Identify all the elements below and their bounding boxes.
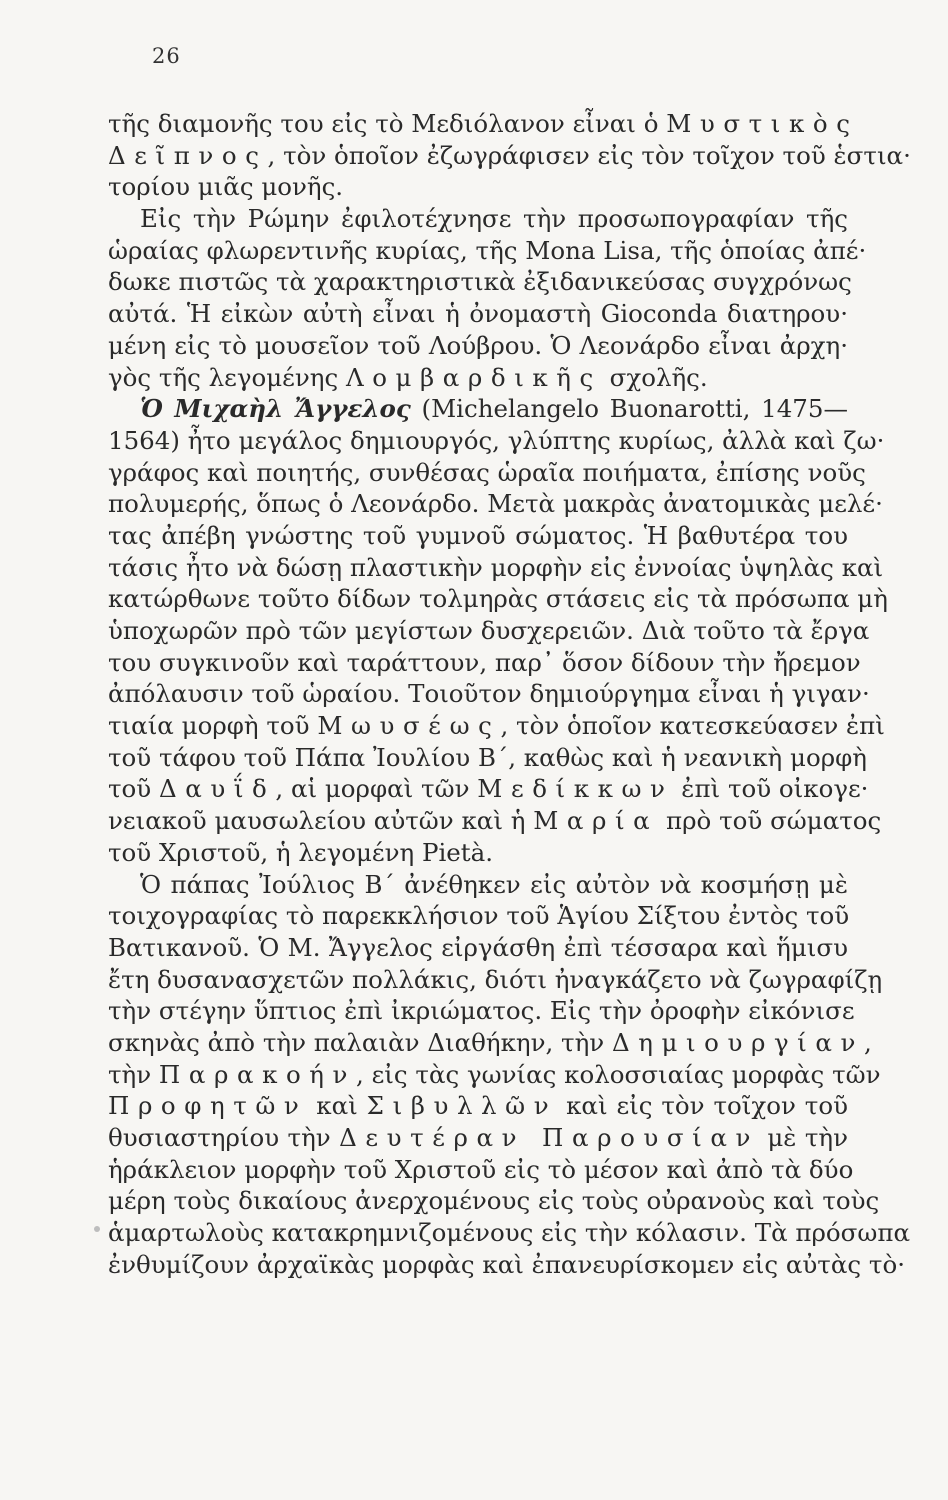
emphasized-name: Δευτέραν Παρουσίαν [339, 1123, 759, 1152]
text-run: ἔτη δυσανασχετῶν πολλάκις, διότι ἠναγκάζετο νὰ ζωγραφίζῃ [108, 964, 883, 994]
text-run: , [863, 1027, 872, 1057]
text-run: σκηνὰς ἀπὸ τὴν παλαιὰν Διαθήκην, τὴν [108, 1027, 612, 1057]
text-run: ἡράκλειον μορφὴν τοῦ Χριστοῦ εἰς τὸ μέσον καὶ ἀπὸ τὰ δύο [108, 1154, 854, 1184]
text-run: τιαία μορφὴ τοῦ [108, 711, 318, 741]
text-line [108, 932, 848, 964]
text-run: καὶ εἰς τὸν τοῖχον τοῦ [557, 1091, 848, 1121]
text-line [108, 805, 882, 837]
text-run: γὸς τῆς λεγομένης [108, 362, 346, 392]
text-run: τοῦ [108, 774, 159, 804]
text-line [108, 1217, 911, 1249]
text-run: (Michelangelo Buonarotti, 1475— [410, 394, 848, 424]
text-run: τας ἀπέβη γνώστης τοῦ γυμνοῦ σώματος. Ἡ βαθυτέρα του [108, 520, 848, 550]
text-line [108, 298, 848, 330]
text-line [108, 900, 848, 932]
emphasized-name: Λομβαρδικῆς [345, 362, 602, 392]
text-line [108, 773, 869, 805]
text-run: ἁμαρτωλοὺς κατακρημνιζομένους εἰς τὴν κόλασιν. Τὰ πρόσωπα [108, 1218, 911, 1248]
text-run: τῆς διαμονῆς του εἰς τὸ Μεδιόλανον εἶναι ὁ [108, 109, 667, 138]
text-run: κατώρθωνε τοῦτο δίδων τολμηρὰς στάσεις εἰς τὰ πρόσωπα μὴ [108, 584, 888, 614]
text-run: τὴν [108, 1059, 159, 1089]
text-line [108, 457, 866, 489]
text-line [108, 964, 883, 996]
text-run: ἀπόλαυσιν τοῦ ὡραίου. Τοιοῦτον δημιούργημα εἶναι ἡ γιγαν· [108, 679, 870, 709]
text-line [108, 869, 848, 901]
text-run: μέρη τοὺς δικαίους ἀνερχομένους εἰς τοὺς οὐρανοὺς καὶ τοὺς [108, 1186, 880, 1216]
text-line [108, 203, 848, 235]
emphasized-name: Δημιουργίαν [611, 1027, 864, 1057]
text-run: ὑποχωρῶν πρὸ τῶν μεγίστων δυσχερειῶν. Διὰ τοῦτο τὰ ἔργα [108, 616, 870, 645]
margin-smudge [94, 1226, 100, 1232]
text-run: τάσις ἦτο νὰ δώσῃ πλαστικὴν μορφὴν εἰς ἐννοίας ὑψηλὰς καὶ [108, 552, 884, 582]
emphasized-name: Μωυσέως [317, 711, 501, 741]
text-run: τὴν στέγην ὕπτιος ἐπὶ ἰκριώματος. Εἰς τὴν ὀροφὴν εἰκόνισε [108, 996, 855, 1026]
text-run: , εἰς τὰς γωνίας κολοσσιαίας μορφὰς τῶν [356, 1059, 881, 1089]
text-line [108, 488, 883, 520]
text-line [108, 1059, 881, 1091]
text-line [108, 615, 870, 647]
text-line [108, 425, 885, 457]
section-name: Ὁ Μιχαὴλ Ἄγγελος [140, 394, 411, 424]
text-run: νειακοῦ μαυσωλείου αὐτῶν καὶ ἡ [108, 806, 534, 836]
text-run: θυσιαστηρίου τὴν [108, 1123, 340, 1152]
emphasized-name: Μαρία [533, 806, 659, 836]
text-line [108, 710, 885, 742]
emphasized-name: Μυστικὸς [666, 109, 859, 138]
text-line [108, 171, 848, 203]
text-line [108, 1154, 854, 1186]
text-line [108, 1122, 848, 1154]
text-run: του συγκινοῦν καὶ ταράττουν, παρ᾽ ὅσον δίδουν τὴν ἤρεμον [108, 647, 861, 677]
text-line [108, 108, 859, 140]
text-line [108, 552, 884, 584]
text-line [108, 393, 848, 425]
text-line [108, 1027, 872, 1059]
text-line [108, 235, 867, 267]
text-run: αὐτά. Ἡ εἰκὼν αὐτὴ εἶναι ἡ ὀνομαστὴ Gioconda διατηρου· [108, 299, 848, 329]
text-line [108, 647, 861, 679]
text-line [108, 995, 855, 1027]
text-run: Βατικανοῦ. Ὁ Μ. Ἄγγελος εἰργάσθη ἐπὶ τέσσαρα καὶ ἥμισυ [108, 932, 848, 962]
text-run: τορίου μιᾶς μονῆς. [108, 172, 344, 202]
text-run: πολυμερής, ὅπως ὁ Λεονάρδο. Μετὰ μακρὰς ἀνατομικὰς μελέ· [108, 489, 883, 519]
emphasized-name: Μεδίκκων [477, 774, 674, 804]
text-line [108, 1090, 848, 1122]
emphasized-name: Παρακοήν [158, 1059, 357, 1089]
text-run: δωκε πιστῶς τὰ χαρακτηριστικὰ ἐξιδανικεύσας συγχρόνως [108, 267, 852, 297]
text-line [108, 678, 870, 710]
text-line [108, 520, 848, 552]
text-run: πρὸ τοῦ σώματος [658, 806, 882, 836]
text-run: , τὸν ὁποῖον κατεσκεύασεν ἐπὶ [500, 711, 885, 741]
text-run: καὶ [307, 1091, 367, 1121]
text-line [108, 140, 911, 172]
page-number: 26 [152, 44, 181, 68]
text-run: γράφος καὶ ποιητής, συνθέσας ὡραῖα ποιήματα, ἐπίσης νοῦς [108, 457, 866, 487]
text-line [108, 362, 848, 394]
emphasized-name: Δαυΐδ [159, 774, 276, 804]
emphasized-name: Δεῖπνος [108, 140, 268, 170]
text-run: σχολῆς. [601, 362, 708, 392]
body-text [108, 108, 911, 1280]
text-line [108, 266, 852, 298]
text-run: , αἱ μορφαὶ τῶν [275, 774, 478, 804]
text-run: τοῦ τάφου τοῦ Πάπα Ἰουλίου Β΄, καθὼς καὶ ἡ νεανικὴ μορφὴ [108, 742, 867, 772]
emphasized-name: Σιβυλλῶν [366, 1091, 558, 1121]
text-run: Ὁ πάπας Ἰούλιος Β΄ ἀνέθηκεν εἰς αὐτὸν νὰ κοσμήσῃ μὲ [140, 869, 848, 899]
text-run: ὡραίας φλωρεντινῆς κυρίας, τῆς Mona Lisa, τῆς ὁποίας ἀπέ· [108, 235, 867, 265]
text-line [108, 742, 867, 774]
text-line [108, 837, 848, 869]
text-line [108, 330, 848, 362]
text-line [108, 583, 888, 615]
text-line [108, 1249, 905, 1281]
text-run: τοῦ Χριστοῦ, ἡ λεγομένη Pietà. [108, 837, 494, 867]
text-run: , τὸν ὁποῖον ἐζωγράφισεν εἰς τὸν τοῖχον τοῦ ἑστια· [267, 140, 911, 170]
text-run: ἐνθυμίζουν ἀρχαϊκὰς μορφὰς καὶ ἐπανευρίσκομεν εἰς αὐτὰς τὸ· [108, 1249, 905, 1279]
text-line [108, 1185, 880, 1217]
text-run: 1564) ἦτο μεγάλος δημιουργός, γλύπτης κυρίως, ἀλλὰ καὶ ζω· [108, 425, 885, 455]
emphasized-name: Προφητῶν [108, 1091, 308, 1121]
text-run: μένη εἰς τὸ μουσεῖον τοῦ Λούβρου. Ὁ Λεονάρδο εἶναι ἀρχη· [108, 330, 848, 360]
text-run: ἐπὶ τοῦ οἰκογε· [673, 774, 869, 804]
text-run: τοιχογραφίας τὸ παρεκκλήσιον τοῦ Ἁγίου Σίξτου ἐντὸς τοῦ [108, 901, 850, 931]
text-run: μὲ τὴν [758, 1123, 848, 1152]
text-run: Εἰς τὴν Ρώμην ἐφιλοτέχνησε τὴν προσωπογραφίαν τῆς [140, 204, 848, 234]
